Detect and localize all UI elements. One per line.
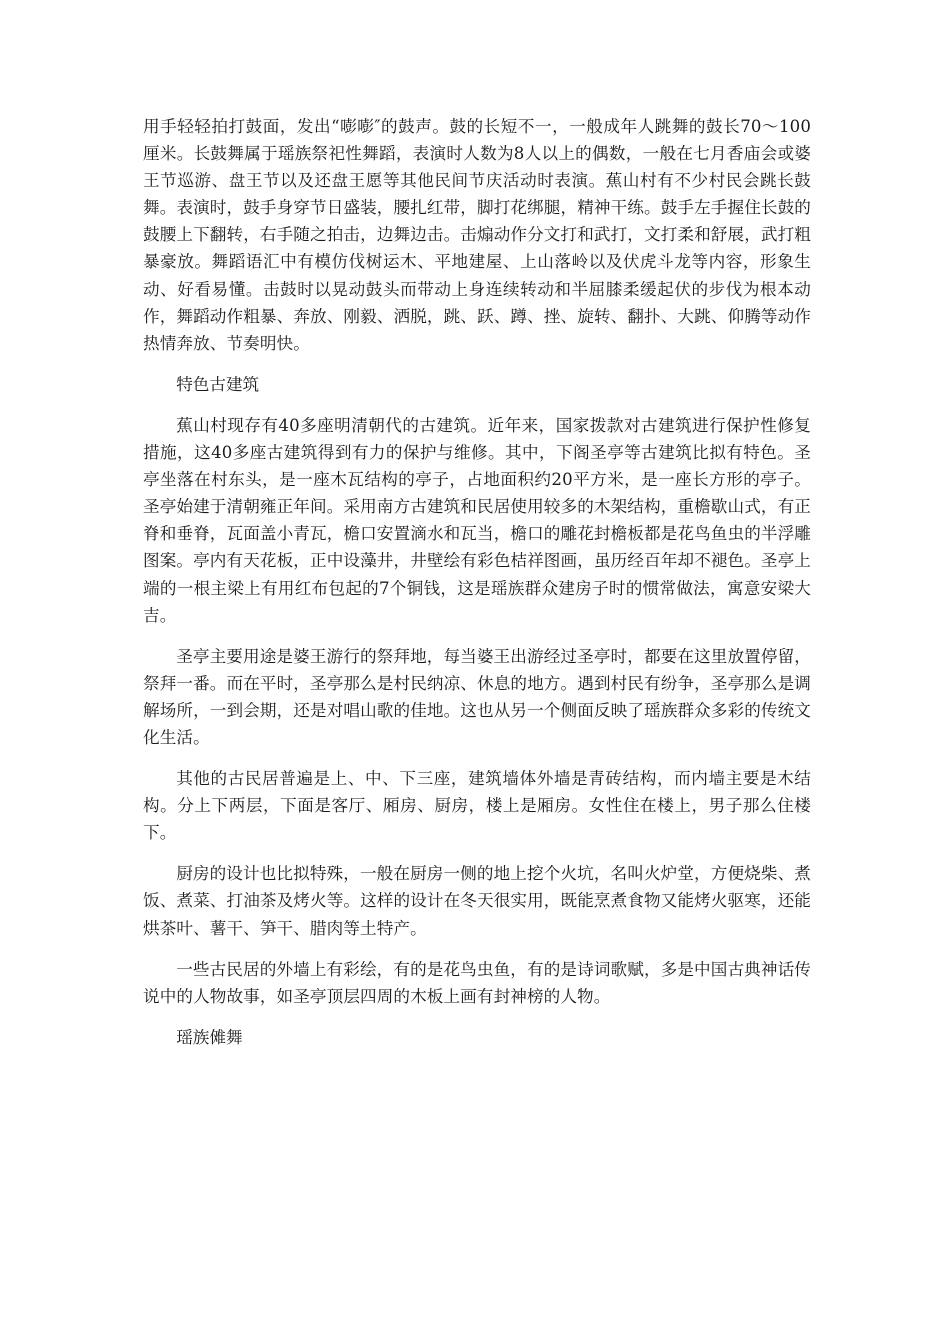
section-heading-nuo-dance: 瑶族傩舞 bbox=[176, 1027, 243, 1047]
paragraph-kitchen-design: 厨房的设计也比拟特殊，一般在厨房一侧的地上挖个火坑，名叫火炉堂，方便烧柴、煮饭、煮菜、打油茶及烤火等。这样的设计在冬天很实用，既能烹煮食物又能烤火驱寒，还能烘茶叶、薯干、笋干、腊肉等土特产。 bbox=[143, 864, 811, 938]
paragraph-wall-paintings: 一些古民居的外墙上有彩绘，有的是花鸟虫鱼，有的是诗词歌赋，多是中国古典神话传说中的人物故事，如圣亭顶层四周的木板上画有封神榜的人物。 bbox=[143, 959, 811, 1006]
paragraph-old-dwellings: 其他的古民居普遍是上、中、下三座，建筑墙体外墙是青砖结构，而内墙主要是木结构。分上下两层，下面是客厅、厢房、厨房，楼上是厢房。女性住在楼上，男子那么住楼下。 bbox=[143, 769, 811, 843]
paragraph-long-drum-dance: 用手轻轻拍打鼓面，发出“嘭嘭″的鼓声。鼓的长短不一，一般成年人跳舞的鼓长70～100厘米。长鼓舞属于瑶族祭祀性舞蹈，表演时人数为8人以上的偶数，一般在七月香庙会或婆王节巡游、盘王节以及还盘王愿等其他民间节庆活动时表演。蕉山村有不少村民会跳长鼓舞。表演时，鼓手身穿节日盛装，腰扎红带，脚打花绑腿，精神干练。鼓手左手握住长鼓的鼓腰上下翻转，右手随之拍击，边舞边击。击煽动作分文打和武打，文打柔和舒展，武打粗暴豪放。舞蹈语汇中有模仿伐树运木、平地建屋、上山落岭以及伏虎斗龙等内容，形象生动、好看易懂。击鼓时以晃动鼓头而带动上身连续转动和半屈膝柔缓起伏的步伐为根本动作，舞蹈动作粗暴、奔放、刚毅、洒脱，跳、跃、蹲、挫、旋转、翻扑、大跳、仰腾等动作热情奔放、节奏明快。 bbox=[143, 117, 811, 353]
paragraph-pavilion-usage: 圣亭主要用途是婆王游行的祭拜地，每当婆王出游经过圣亭时，都要在这里放置停留，祭拜一番。而在平时，圣亭那么是村民纳凉、休息的地方。遇到村民有纷争，圣亭那么是调解场所，一到会期，还是对唱山歌的佳地。这也从另一个侧面反映了瑶族群众多彩的传统文化生活。 bbox=[143, 646, 811, 747]
document-page bbox=[143, 113, 811, 1051]
paragraph-ancient-buildings: 蕉山村现存有40多座明清朝代的古建筑。近年来，国家拨款对古建筑进行保护性修复措施，这40多座古建筑得到有力的保护与维修。其中，下阁圣亭等古建筑比拟有特色。圣亭坐落在村东头，是一座木瓦结构的亭子，占地面积约20平方米，是一座长方形的亭子。圣亭始建于清朝雍正年间。采用南方古建筑和民居使用较多的木架结构，重檐歇山式，有正脊和垂脊，瓦面盖小青瓦，檐口安置滴水和瓦当，檐口的雕花封檐板都是花鸟鱼虫的半浮雕图案。亭内有天花板，正中设藻井，井壁绘有彩色桔祥图画，虽历经百年却不褪色。圣亭上端的一根主梁上有用红布包起的7个铜钱，这是瑶族群众建房子时的惯常做法，寓意安梁大吉。 bbox=[143, 415, 811, 625]
section-heading-ancient-architecture: 特色古建筑 bbox=[176, 374, 260, 394]
